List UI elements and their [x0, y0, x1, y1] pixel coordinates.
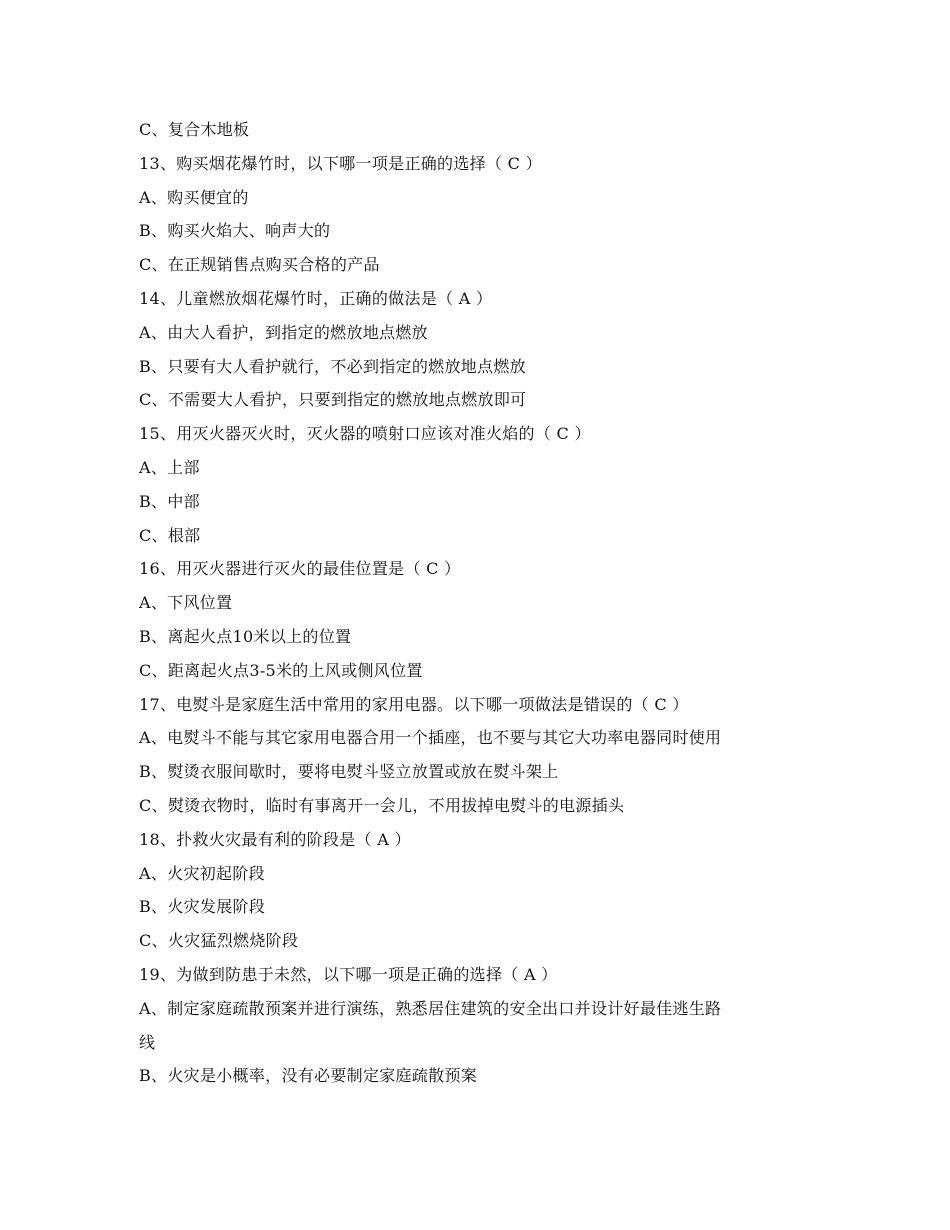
question-19: 19、为做到防患于未然，以下哪一项是正确的选择（ A ）: [139, 964, 558, 984]
question-18: 18、扑救火灾最有利的阶段是（ A ）: [139, 829, 411, 849]
answer-option-b: B、只要有大人看护就行，不必到指定的燃放地点燃放: [139, 356, 526, 376]
answer-option-b: B、熨烫衣服间歇时，要将电熨斗竖立放置或放在熨斗架上: [139, 762, 559, 782]
answer-option-b: B、购买火焰大、响声大的: [139, 221, 331, 241]
question-17: 17、电熨斗是家庭生活中常用的家用电器。以下哪一项做法是错误的（ C ）: [139, 694, 689, 714]
answer-option-c: C、距离起火点3-5米的上风或侧风位置: [139, 660, 423, 680]
answer-option-a: A、上部: [139, 457, 200, 477]
answer-option-c: C、在正规销售点购买合格的产品: [139, 255, 380, 275]
answer-option-a: A、火灾初起阶段: [139, 863, 265, 883]
answer-option-a: A、电熨斗不能与其它家用电器合用一个插座，也不要与其它大功率电器同时使用: [139, 728, 722, 748]
question-15: 15、用灭火器灭火时，灭火器的喷射口应该对准火焰的（ C ）: [139, 424, 591, 444]
answer-option-b: B、离起火点10米以上的位置: [139, 626, 352, 646]
question-14: 14、儿童燃放烟花爆竹时，正确的做法是（ A ）: [139, 288, 493, 308]
question-13: 13、购买烟花爆竹时，以下哪一项是正确的选择（ C ）: [139, 153, 542, 173]
answer-option-c: C、熨烫衣物时，临时有事离开一会儿，不用拔掉电熨斗的电源插头: [139, 795, 625, 815]
answer-option-c: C、不需要大人看护，只要到指定的燃放地点燃放即可: [139, 390, 527, 410]
answer-option-b: B、中部: [139, 491, 200, 511]
question-16: 16、用灭火器进行灭火的最佳位置是（ C ）: [139, 559, 461, 579]
answer-option-b: B、火灾发展阶段: [139, 897, 266, 917]
answer-option-c: C、根部: [139, 525, 201, 545]
answer-option-c: C、火灾猛烈燃烧阶段: [139, 931, 299, 951]
answer-option-a: A、下风位置: [139, 593, 233, 613]
answer-option-c: C、复合木地板: [139, 120, 250, 139]
answer-option-a: A、购买便宜的: [139, 187, 249, 207]
answer-option-a: A、由大人看护，到指定的燃放地点燃放: [139, 322, 428, 342]
answer-option-a: A、制定家庭疏散预案并进行演练，熟悉居住建筑的安全出口并设计好最佳逃生路: [139, 998, 722, 1018]
answer-option-a-continued: 线: [139, 1032, 156, 1052]
answer-option-b: B、火灾是小概率，没有必要制定家庭疏散预案: [139, 1066, 478, 1086]
document-body: [139, 113, 819, 1093]
